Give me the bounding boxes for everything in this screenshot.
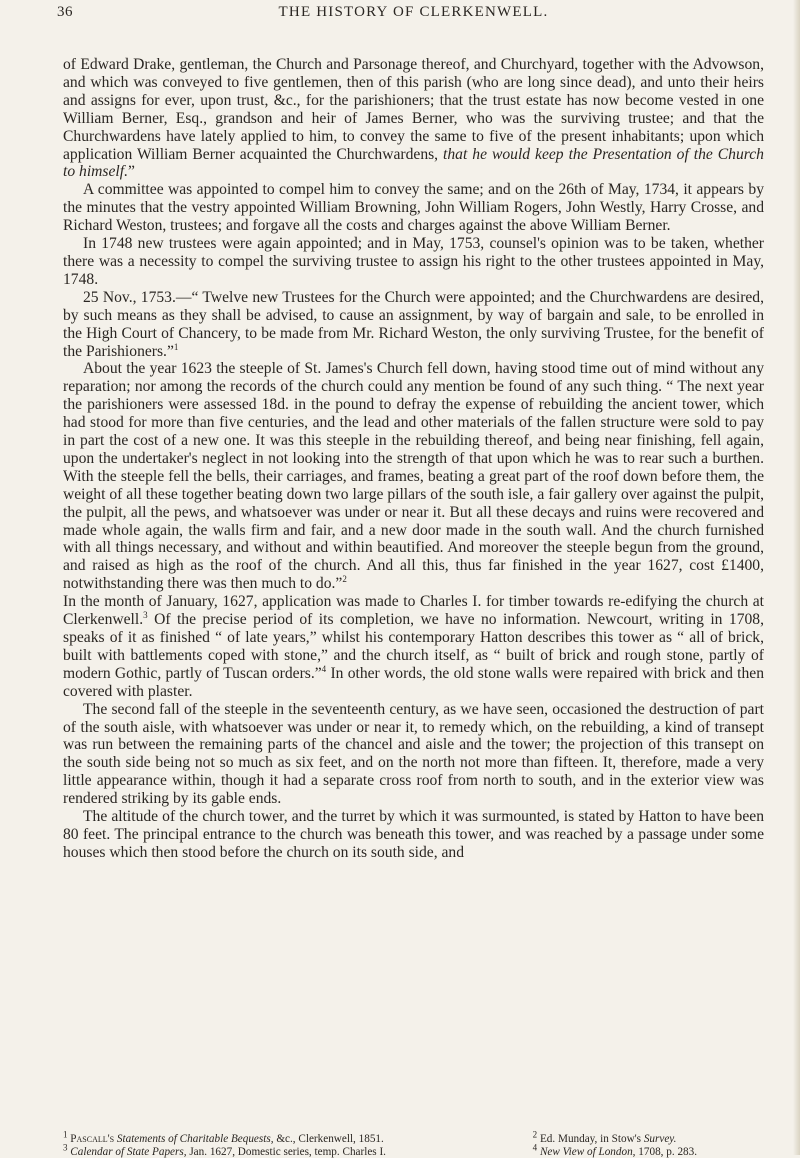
paragraph-text: In other words, the old stone walls were repaired with brick and then covered with plaster. xyxy=(63,665,764,700)
paragraph-text: Of the precise period of its completion, we have no information. Newcourt, writing in 1708, speaks of it as finished “ of late years,” whilst his contemporary Hatton describes this tower as “ all of brick, built with battlements coped with stone,” and the church itself, as “ built of brick and rough stone, partly of modern Gothic, partly of Tuscan orders.” xyxy=(63,611,764,682)
footnote-3 xyxy=(63,1146,526,1158)
footnote-author: Pascall's xyxy=(70,1133,114,1145)
running-title: THE HISTORY OF CLERKENWELL. xyxy=(63,4,764,21)
paragraph xyxy=(63,593,764,700)
footnote-mark: 3 xyxy=(63,1142,68,1152)
paragraph: The altitude of the church tower, and the turret by which it was surmounted, is stated by Hatton to have been 80 feet. The principal entrance to the church was beneath this tower, and was reached by a passage under some houses which then stood before the church on its south side, and xyxy=(63,808,764,862)
footnote-mark: 2 xyxy=(533,1129,538,1139)
page-number: 36 xyxy=(57,4,73,21)
footnote-title: New View of London, xyxy=(540,1146,636,1158)
footnotes-left-column xyxy=(63,1133,526,1158)
footnote-4 xyxy=(533,1146,764,1158)
footnotes xyxy=(63,1133,764,1158)
body-text xyxy=(63,56,764,862)
paragraph: In 1748 new trustees were again appointed; and in May, 1753, counsel's opinion was to be taken, whether there was a necessity to compel the surviving trustee to assign his right to the other trustees appointed in May, 1748. xyxy=(63,235,764,289)
page-edge-shadow xyxy=(793,0,800,1155)
footnotes-right-column xyxy=(533,1133,764,1158)
page-header xyxy=(63,4,764,30)
footnote-title: Survey. xyxy=(644,1133,677,1145)
paragraph: A committee was appointed to compel him to convey the same; and on the 26th of May, 1734, it appears by the minutes that the vestry appointed William Browning, John William Rogers, John Westly, Harry Crosse, and Richard Weston, trustees; and forgave all the costs and charges against the above William Berner. xyxy=(63,181,764,235)
footnote-detail: Ed. Munday, in Stow's xyxy=(540,1133,641,1145)
paragraph: The second fall of the steeple in the seventeenth century, as we have seen, occasioned the destruction of part of the south aisle, with whatsoever was under or near it, to remedy which, on the rebuilding, a kind of transept was run between the remaining parts of the chancel and aisle and the tower; the projection of this transept on the south side being not so much as six feet, and on the north not more than fifteen. It, therefore, made a very little appearance within, though it had a separate cross roof from north to south, and in the exterior view was rendered striking by its gable ends. xyxy=(63,701,764,808)
paragraph-text: In the month of January, 1627, application was made to Charles I. for timber towards re-edifying the church at Clerkenwell. xyxy=(63,593,764,628)
footnote-title: Statements of Charitable Bequests, xyxy=(117,1133,274,1145)
paragraph-text: 25 Nov., 1753.—“ Twelve new Trustees for the Church were appointed; and the Churchwardens are desired, by such means as they shall be advised, to cause an assignment, by way of bargain and sale, to be enrolled in the High Court of Chancery, to be made from Mr. Richard Weston, the only surviving Trustee, for the benefit of the Parishioners.” xyxy=(63,289,764,360)
footnote-detail: Jan. 1627, Domestic series, temp. Charles I. xyxy=(189,1146,386,1158)
footnote-2 xyxy=(533,1133,764,1146)
footnote-title: Calendar of State Papers, xyxy=(70,1146,186,1158)
paragraph-text: of Edward Drake, gentleman, the Church and Parsonage thereof, and Churchyard, together with the Advowson, and which was conveyed to five gentlemen, then of this parish (who are long since dead), and unto their heirs and assigns for ever, upon trust, &c., for the parishioners; that the trust estate has now become vested in one William Berner, Esq., grandson and heir of James Berner, who was the surviving trustee; and that the Churchwardens have lately applied to him, to convey the same to five of the present inhabitants; upon which application William Berner acquainted the Churchwardens, xyxy=(63,56,764,163)
footnote-detail: &c., Clerkenwell, 1851. xyxy=(276,1133,384,1145)
closing-quote: ” xyxy=(128,163,135,180)
footnote-ref[interactable]: 3 xyxy=(143,610,148,620)
paragraph-text: About the year 1623 the steeple of St. James's Church fell down, having stood time out of mind without any reparation; nor among the records of the church could any mention be found of any such thing. “ The next year the parishioners were assessed 18d. in the pound to defray the expense of rebuilding the ancient tower, which had stood for more than five centuries, and the lead and other materials of the fallen structure were sold to pay in part the cost of a new one. It was this steeple in the rebuilding thereof, and being near finishing, fell again, upon the undertaker's neglect in not looking into the strength of that upon which he was to rear such a burthen. With the steeple fell the bells, their carriages, and frames, beating a great part of the roof down before them, the weight of all these together beating down two large pillars of the south isle, a fair gallery over against the pulpit, the pulpit, all the pews, and whatsoever was under or near it. But all these decays and ruins were recovered and made whole again, the walls firm and fair, and a new door made in the south wall. And the church furnished with all things necessary, and without and within beautified. And moreover the steeple begun from the ground, and raised as high as the roof of the church. And all this, thus far finished in the year 1627, cost £1400, notwithstanding there was then much to do.” xyxy=(63,360,764,592)
footnote-mark: 4 xyxy=(533,1142,538,1152)
footnote-ref[interactable]: 1 xyxy=(174,341,179,351)
footnote-mark: 1 xyxy=(63,1129,68,1139)
paragraph xyxy=(63,360,764,593)
footnote-1 xyxy=(63,1133,526,1146)
footnote-ref[interactable]: 2 xyxy=(342,574,347,584)
italic-quote: that he would keep the Presentation of the Church to himself. xyxy=(63,146,764,181)
paragraph xyxy=(63,289,764,361)
footnote-detail: 1708, p. 283. xyxy=(638,1146,697,1158)
paragraph xyxy=(63,56,764,181)
footnote-ref[interactable]: 4 xyxy=(322,664,327,674)
